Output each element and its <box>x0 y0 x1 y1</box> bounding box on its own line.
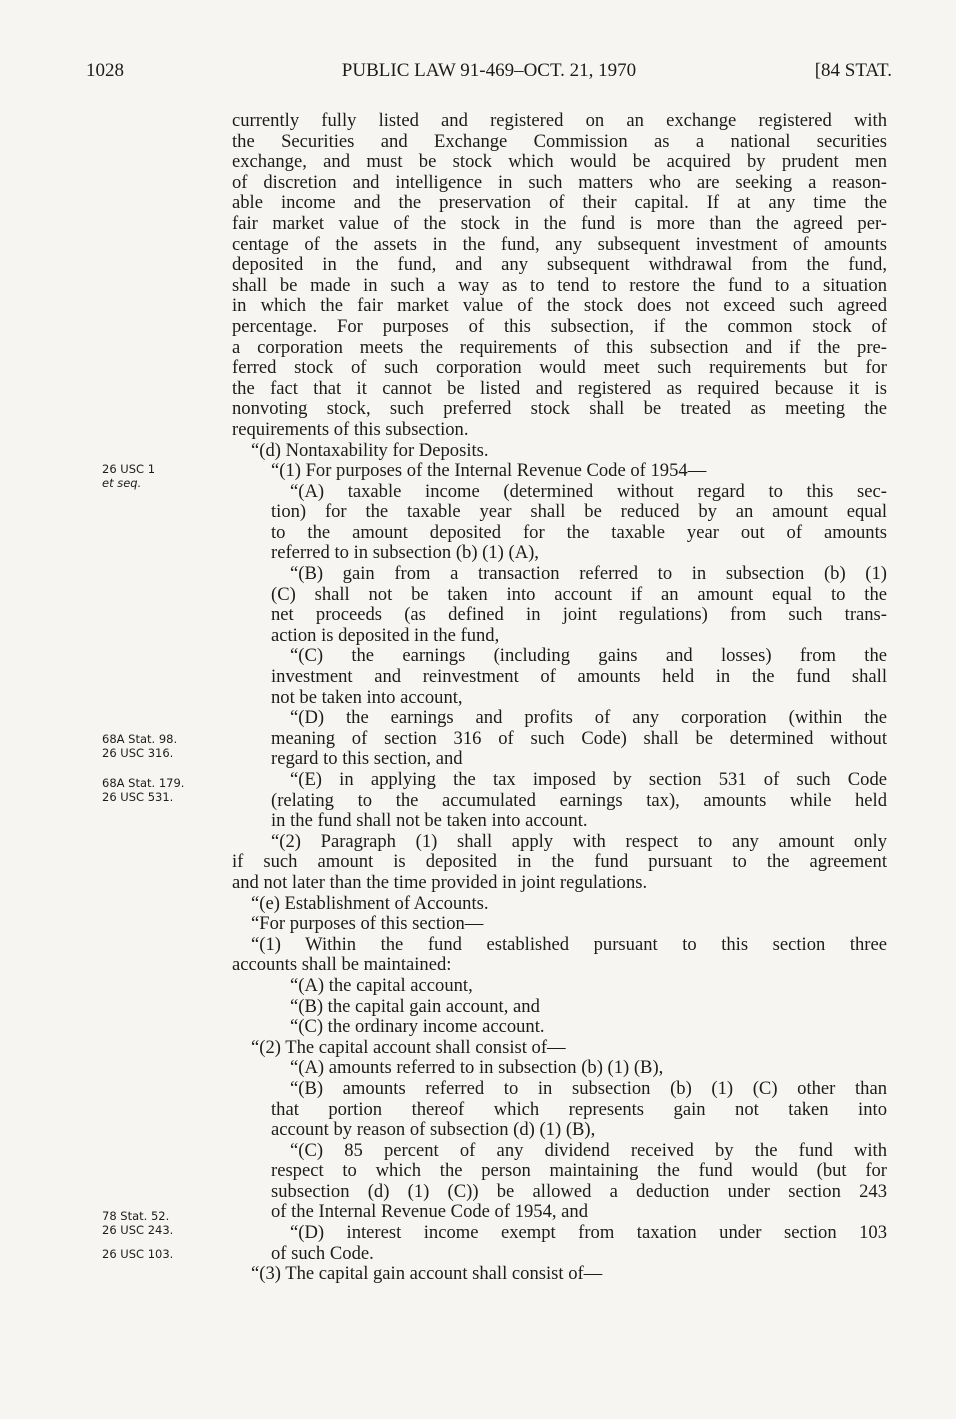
text-line: regard to this section, and <box>271 748 463 770</box>
statute-volume: [84 STAT. <box>814 60 892 81</box>
margin-note: 68A Stat. 98. 26 USC 316. <box>102 732 178 760</box>
text-line: “(1) Within the fund established pursuant to this section three <box>251 933 887 955</box>
text-line: tion) for the taxable year shall be reduced by an amount equal <box>271 501 887 523</box>
text-line: “(C) the ordinary income account. <box>290 1016 545 1038</box>
text-line: able income and the preservation of their capital. If at any time the <box>232 192 887 214</box>
text-line: nonvoting stock, such preferred stock shall be treated as meeting the <box>232 398 887 420</box>
text-line: “(B) amounts referred to in subsection (b) (1) (C) other than <box>290 1077 887 1099</box>
text-line: in which the fair market value of the stock does not exceed such agreed <box>232 295 887 317</box>
body-text <box>232 111 887 1285</box>
text-line: accounts shall be maintained: <box>232 954 452 976</box>
text-line: “(2) Paragraph (1) shall apply with respect to any amount only <box>271 830 887 852</box>
text-line: requirements of this subsection. <box>232 418 469 440</box>
text-line: centage of the assets in the fund, any subsequent investment of amounts <box>232 233 887 255</box>
text-line: ferred stock of such corporation would meet such requirements but for <box>232 357 887 379</box>
text-line: “(A) amounts referred to in subsection (b) (1) (B), <box>290 1057 664 1079</box>
text-line: and not later than the time provided in joint regulations. <box>232 871 648 893</box>
text-line: “(C) 85 percent of any dividend received by the fund with <box>290 1139 887 1161</box>
text-line: a corporation meets the requirements of this subsection and if the pre- <box>232 336 887 358</box>
text-line: not be taken into account, <box>271 686 463 708</box>
page-number: 1028 <box>86 60 124 81</box>
text-line: investment and reinvestment of amounts held in the fund shall <box>271 666 887 688</box>
text-line: of discretion and intelligence in such matters who are seeking a reason- <box>232 171 887 193</box>
text-line: “(D) the earnings and profits of any corporation (within the <box>290 707 887 729</box>
text-line: “(1) For purposes of the Internal Revenue Code of 1954— <box>271 460 707 482</box>
text-line: “For purposes of this section— <box>251 913 484 935</box>
text-line: fair market value of the stock in the fund is more than the agreed per- <box>232 212 887 234</box>
text-line: “(A) the capital account, <box>290 974 473 996</box>
text-line: account by reason of subsection (d) (1) (B), <box>271 1119 596 1141</box>
text-line: “(2) The capital account shall consist of— <box>251 1036 566 1058</box>
text-line: “(C) the earnings (including gains and losses) from the <box>290 645 887 667</box>
text-line: meaning of section 316 of such Code) shall be determined without <box>271 727 887 749</box>
text-line: “(A) taxable income (determined without regard to this sec- <box>290 480 887 502</box>
text-line: “(D) interest income exempt from taxation under section 103 <box>290 1222 887 1244</box>
text-line: deposited in the fund, and any subsequent withdrawal from the fund, <box>232 254 887 276</box>
text-line: the fact that it cannot be listed and registered as required because it is <box>232 377 887 399</box>
text-line: exchange, and must be stock which would be acquired by prudent men <box>232 151 887 173</box>
margin-note: 26 USC 1 et seq. <box>102 462 156 490</box>
margin-note: 26 USC 103. <box>102 1247 174 1261</box>
text-line: currently fully listed and registered on an exchange registered with <box>232 110 887 131</box>
text-line: percentage. For purposes of this subsection, if the common stock of <box>232 315 887 337</box>
text-line: action is deposited in the fund, <box>271 624 500 646</box>
text-line: shall be made in such a way as to tend to restore the fund to a situation <box>232 274 887 296</box>
text-line: “(B) gain from a transaction referred to in subsection (b) (1) <box>290 563 887 585</box>
text-line: “(B) the capital gain account, and <box>290 995 540 1017</box>
text-line: in the fund shall not be taken into account. <box>271 810 588 832</box>
text-line: “(E) in applying the tax imposed by section 531 of such Code <box>290 769 887 790</box>
margin-note: 78 Stat. 52. 26 USC 243. <box>102 1209 174 1237</box>
text-line: (C) shall not be taken into account if an amount equal to the <box>271 583 887 605</box>
page-header <box>86 60 892 86</box>
text-line: the Securities and Exchange Commission as a national securities <box>232 130 887 152</box>
margin-note: 68A Stat. 179. 26 USC 531. <box>102 776 185 804</box>
subsection-heading: “(e) Establishment of Accounts. <box>251 892 489 914</box>
text-line: subsection (d) (1) (C)) be allowed a deduction under section 243 <box>271 1180 887 1202</box>
running-title: PUBLIC LAW 91-469–OCT. 21, 1970 <box>341 60 637 81</box>
text-line: that portion thereof which represents gain not taken into <box>271 1098 887 1120</box>
text-line: if such amount is deposited in the fund pursuant to the agreement <box>232 851 887 873</box>
subsection-heading: “(d) Nontaxability for Deposits. <box>251 439 489 461</box>
text-line: respect to which the person maintaining the fund would (but for <box>271 1160 887 1182</box>
text-line: of the Internal Revenue Code of 1954, and <box>271 1201 589 1223</box>
text-line: to the amount deposited for the taxable year out of amounts <box>271 521 887 543</box>
text-line: net proceeds (as defined in joint regulations) from such trans- <box>271 604 887 626</box>
text-line: referred to in subsection (b) (1) (A), <box>271 542 539 564</box>
text-line: of such Code. <box>271 1242 374 1264</box>
text-line: (relating to the accumulated earnings tax), amounts while held <box>271 789 887 811</box>
text-line: “(3) The capital gain account shall consist of— <box>251 1263 603 1285</box>
